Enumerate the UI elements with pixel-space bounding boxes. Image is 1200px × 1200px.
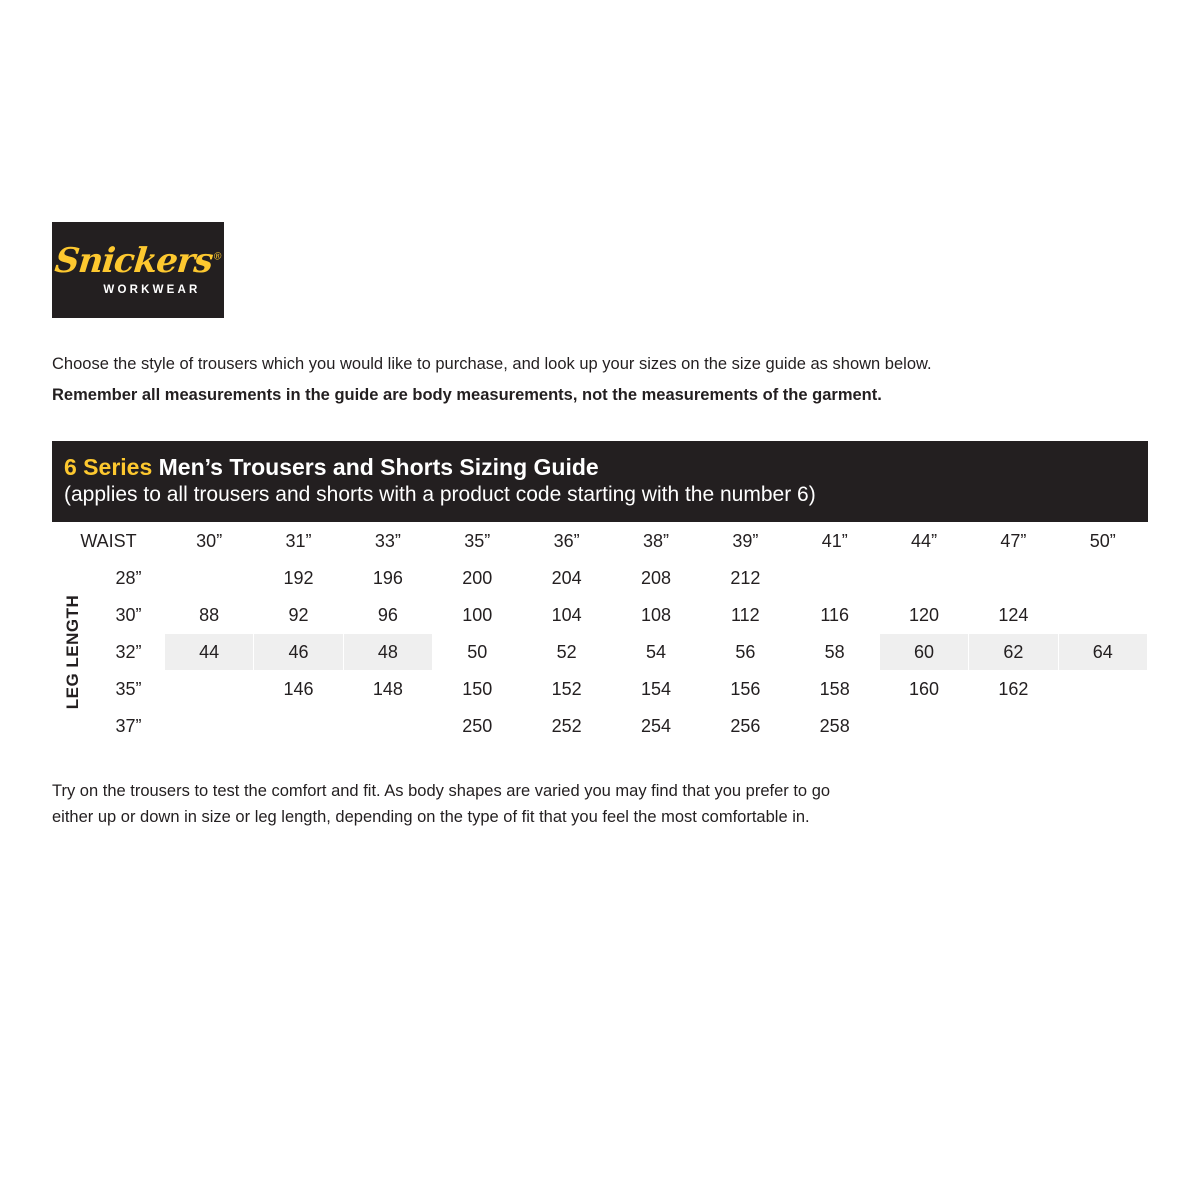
leg-length-text: LEG LENGTH: [62, 594, 82, 710]
footer-line-2: either up or down in size or leg length, depending on the type of fit that you feel the most comfortable in.: [52, 808, 810, 827]
footer-text: [52, 778, 1052, 831]
cell-0-3: 200: [433, 560, 522, 597]
cell-1-7: 116: [790, 597, 879, 634]
waist-size-1: 31”: [254, 523, 343, 560]
cell-0-8: [879, 560, 968, 597]
cell-0-10: [1058, 560, 1147, 597]
logo-wordmark: [52, 241, 223, 281]
cell-2-3: 50: [433, 634, 522, 671]
cell-3-5: 154: [611, 671, 700, 708]
cell-4-1: [254, 708, 343, 745]
table-row: [53, 671, 1148, 708]
cell-0-7: [790, 560, 879, 597]
registered-trademark-icon: ®: [211, 251, 223, 263]
waist-size-3: 35”: [433, 523, 522, 560]
cell-1-6: 112: [701, 597, 790, 634]
intro-line-2: Remember all measurements in the guide are body measurements, not the measurements of the garment.: [52, 385, 882, 404]
cell-2-7: 58: [790, 634, 879, 671]
table-header-row: [53, 523, 1148, 560]
cell-4-5: 254: [611, 708, 700, 745]
sizing-guide-block: [52, 441, 1148, 745]
sizing-table: [52, 522, 1148, 745]
leg-length-side-label: [53, 560, 93, 745]
cell-2-0: 44: [165, 634, 254, 671]
cell-2-2: 48: [343, 634, 432, 671]
cell-0-1: 192: [254, 560, 343, 597]
cell-1-0: 88: [165, 597, 254, 634]
intro-line-1: Choose the style of trousers which you would like to purchase, and look up your sizes on the size guide as shown below.: [52, 355, 932, 373]
cell-1-4: 104: [522, 597, 611, 634]
leg-size-2: 32”: [93, 634, 165, 671]
table-row: [53, 634, 1148, 671]
cell-3-3: 150: [433, 671, 522, 708]
cell-3-0: [165, 671, 254, 708]
cell-3-2: 148: [343, 671, 432, 708]
cell-2-9: 62: [969, 634, 1058, 671]
intro-text: [52, 352, 1152, 408]
waist-size-4: 36”: [522, 523, 611, 560]
table-row: [53, 560, 1148, 597]
cell-1-9: 124: [969, 597, 1058, 634]
leg-size-3: 35”: [93, 671, 165, 708]
cell-2-4: 52: [522, 634, 611, 671]
waist-size-9: 47”: [969, 523, 1058, 560]
cell-4-10: [1058, 708, 1147, 745]
waist-size-10: 50”: [1058, 523, 1147, 560]
cell-3-9: 162: [969, 671, 1058, 708]
cell-4-8: [879, 708, 968, 745]
logo-brand-text: Snickers: [52, 241, 215, 281]
title-text: Men’s Trousers and Shorts Sizing Guide: [152, 454, 599, 480]
cell-3-6: 156: [701, 671, 790, 708]
sizing-guide-title: [64, 453, 1148, 482]
cell-3-8: 160: [879, 671, 968, 708]
cell-4-7: 258: [790, 708, 879, 745]
cell-0-4: 204: [522, 560, 611, 597]
cell-3-10: [1058, 671, 1147, 708]
waist-size-0: 30”: [165, 523, 254, 560]
cell-3-4: 152: [522, 671, 611, 708]
waist-size-6: 39”: [701, 523, 790, 560]
cell-2-1: 46: [254, 634, 343, 671]
cell-1-1: 92: [254, 597, 343, 634]
cell-1-10: [1058, 597, 1147, 634]
waist-corner-label: WAIST: [53, 523, 165, 560]
leg-size-4: 37”: [93, 708, 165, 745]
waist-size-2: 33”: [343, 523, 432, 560]
cell-4-2: [343, 708, 432, 745]
cell-1-8: 120: [879, 597, 968, 634]
cell-4-9: [969, 708, 1058, 745]
cell-0-2: 196: [343, 560, 432, 597]
cell-0-5: 208: [611, 560, 700, 597]
cell-4-0: [165, 708, 254, 745]
table-row: [53, 597, 1148, 634]
series-label: 6 Series: [64, 454, 153, 480]
table-row: [53, 708, 1148, 745]
waist-size-7: 41”: [790, 523, 879, 560]
cell-2-10: 64: [1058, 634, 1147, 671]
cell-2-5: 54: [611, 634, 700, 671]
leg-size-0: 28”: [93, 560, 165, 597]
cell-3-7: 158: [790, 671, 879, 708]
cell-3-1: 146: [254, 671, 343, 708]
cell-4-6: 256: [701, 708, 790, 745]
waist-size-5: 38”: [611, 523, 700, 560]
cell-1-2: 96: [343, 597, 432, 634]
brand-logo: [52, 222, 224, 318]
leg-size-1: 30”: [93, 597, 165, 634]
cell-2-6: 56: [701, 634, 790, 671]
logo-subtitle: WORKWEAR: [103, 284, 201, 296]
waist-size-8: 44”: [879, 523, 968, 560]
cell-0-9: [969, 560, 1058, 597]
cell-4-3: 250: [433, 708, 522, 745]
sizing-guide-header: [52, 441, 1148, 522]
sizing-guide-subtitle: (applies to all trousers and shorts with a product code starting with the number 6): [64, 482, 816, 506]
cell-4-4: 252: [522, 708, 611, 745]
cell-0-0: [165, 560, 254, 597]
footer-line-1: Try on the trousers to test the comfort and fit. As body shapes are varied you may find that you prefer to go: [52, 782, 831, 800]
cell-2-8: 60: [879, 634, 968, 671]
cell-1-3: 100: [433, 597, 522, 634]
cell-1-5: 108: [611, 597, 700, 634]
cell-0-6: 212: [701, 560, 790, 597]
